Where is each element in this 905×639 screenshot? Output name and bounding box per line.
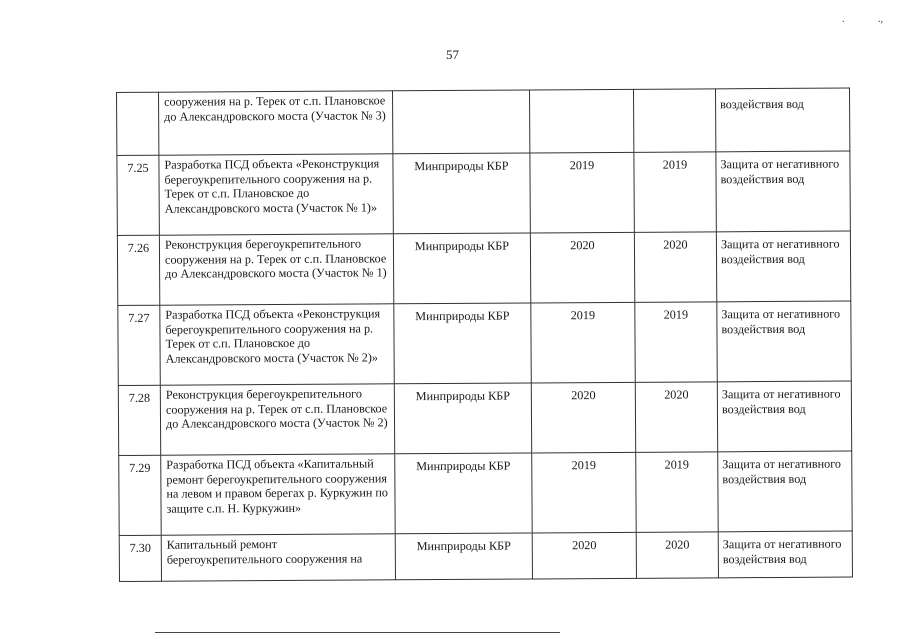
table-row [119, 531, 852, 581]
measure-goal: Защита от негативного воздействия вод [716, 151, 850, 232]
table-row [118, 301, 851, 385]
end-year: 2020 [634, 232, 716, 302]
measure-goal: Защита от негативного воздействия вод [718, 451, 852, 532]
measure-goal: Защита от негативного воздействия вод [717, 301, 851, 382]
table-row [117, 88, 850, 155]
end-year: 2019 [636, 452, 718, 532]
scan-mark: . [842, 14, 845, 25]
table-row [119, 451, 852, 535]
measure-goal: Защита от негативного воздействия вод [716, 231, 850, 302]
end-year: 2020 [636, 532, 718, 579]
measure-name: Разработка ПСД объекта «Реконструкция берегоукрепительного сооружения на р. Терек от с.п. Плановское до Александровского моста (Участок № 1)» [159, 154, 393, 235]
row-number: 7.25 [117, 155, 159, 235]
start-year: 2019 [532, 452, 636, 533]
responsible-org: Минприроды КБР [394, 383, 531, 454]
measure-name: сооружения на р. Терек от с.п. Плановское до Александровского моста (Участок № 3) [159, 91, 393, 155]
start-year: 2020 [532, 532, 636, 579]
responsible-org [392, 90, 529, 154]
page-number: 57 [446, 47, 459, 62]
row-number: 7.30 [119, 535, 161, 581]
table-row [117, 231, 850, 305]
measure-goal: Защита от негативного воздействия вод [718, 531, 852, 578]
end-year [633, 89, 715, 152]
start-year: 2019 [530, 152, 634, 233]
end-year: 2020 [635, 382, 717, 452]
responsible-org: Минприроды КБР [393, 153, 530, 234]
end-year: 2019 [634, 152, 716, 232]
scan-mark: ., [878, 14, 883, 25]
measure-name: Реконструкция берегоукрепительного сооружения на р. Терек от с.п. Плановское до Александровского моста (Участок № 1) [159, 234, 393, 305]
measure-goal: воздействия вод [715, 88, 849, 152]
row-number [117, 92, 159, 155]
responsible-org: Минприроды КБР [395, 453, 532, 534]
table-row [118, 381, 851, 455]
measure-name: Капитальный ремонт берегоукрепительного сооружения на [161, 534, 395, 581]
row-number: 7.28 [118, 385, 160, 455]
start-year: 2019 [531, 302, 635, 383]
start-year: 2020 [530, 232, 634, 303]
measure-goal: Защита от негативного воздействия вод [717, 381, 851, 452]
measures-table [116, 88, 853, 582]
responsible-org: Минприроды КБР [395, 533, 532, 580]
start-year [529, 89, 633, 153]
start-year: 2020 [531, 382, 635, 453]
row-number: 7.27 [118, 305, 160, 385]
table-row [117, 151, 850, 235]
row-number: 7.29 [119, 455, 161, 535]
footer-rule [155, 632, 560, 633]
measure-name: Разработка ПСД объекта «Реконструкция берегоукрепительного сооружения на р. Терек от с.п. Плановское до Александровского моста (Участок № 2)» [160, 304, 394, 385]
row-number: 7.26 [117, 235, 159, 305]
responsible-org: Минприроды КБР [393, 233, 530, 304]
measure-name: Разработка ПСД объекта «Капитальный ремонт берегоукрепительного сооружения на левом и правом берегах р. Куркужин по защите с.п. Н. Куркужин» [161, 454, 395, 535]
end-year: 2019 [635, 302, 717, 382]
measure-name: Реконструкция берегоукрепительного сооружения на р. Терек от с.п. Плановское до Александровского моста (Участок № 2) [160, 384, 394, 455]
responsible-org: Минприроды КБР [394, 303, 531, 384]
